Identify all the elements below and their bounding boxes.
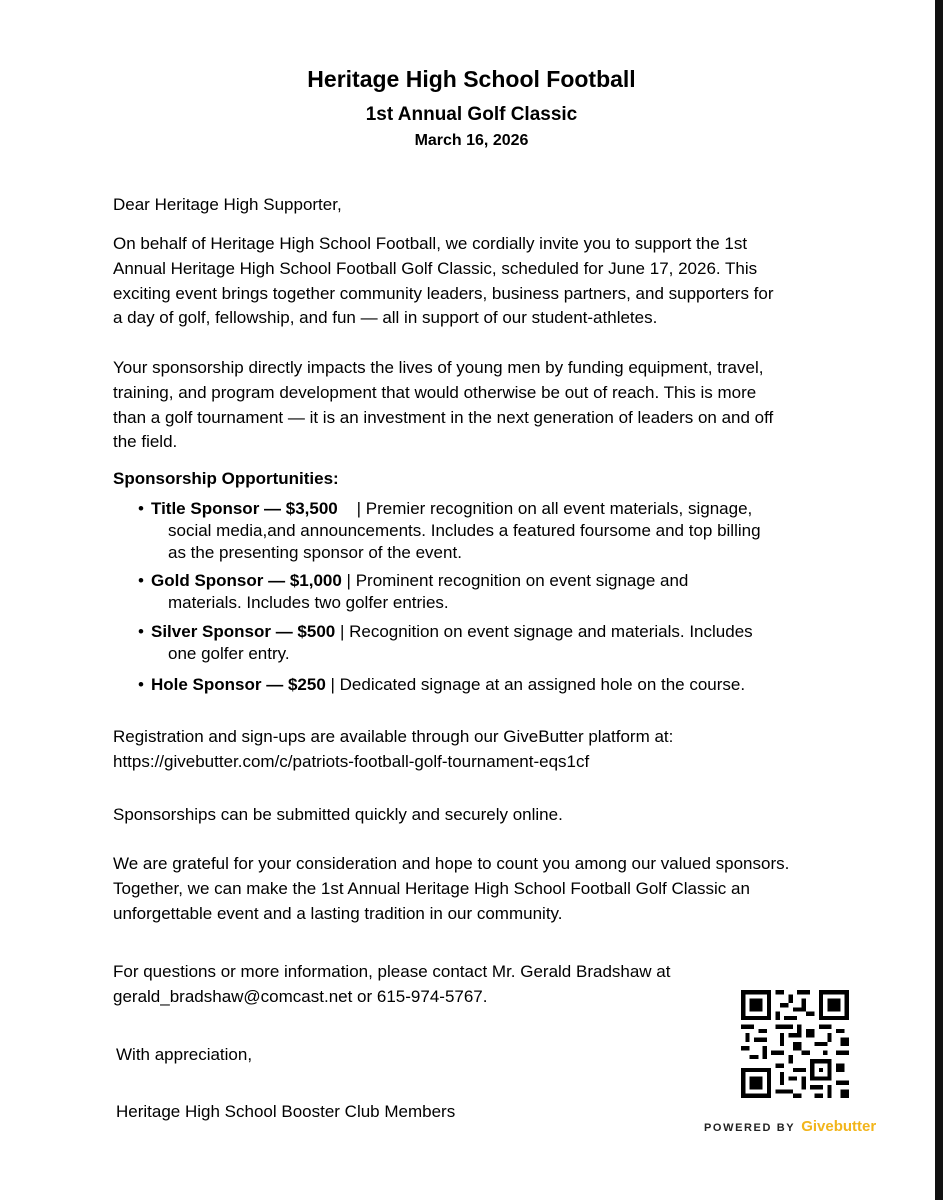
sponsor-item-silver: • Silver Sponsor — $500 | Recognition on event signage and materials. Includes one golfer entry. bbox=[138, 622, 753, 663]
paragraph-line: than a golf tournament — it is an investment in the next generation of leaders on and off bbox=[113, 407, 774, 427]
sponsor-level: Hole Sponsor — $250 bbox=[151, 675, 326, 694]
sponsor-description: one golfer entry. bbox=[168, 644, 290, 663]
letter-date: March 16, 2026 bbox=[414, 132, 529, 149]
impact-paragraph bbox=[113, 356, 773, 455]
sponsor-description: social media,and announcements. Includes a featured foursome and top billing bbox=[168, 521, 761, 540]
paragraph-line: exciting event brings together community leaders, business partners, and supporters for bbox=[113, 283, 774, 303]
page-edge bbox=[935, 0, 943, 1200]
powered-by-label: POWERED BY bbox=[704, 1122, 796, 1134]
letter-title: Heritage High School Football bbox=[307, 66, 636, 92]
paragraph-line: Your sponsorship directly impacts the lives of young men by funding equipment, travel, bbox=[113, 358, 764, 377]
sponsor-item-hole: • Hole Sponsor — $250 | Dedicated signage at an assigned hole on the course. bbox=[138, 675, 746, 694]
gratitude-paragraph bbox=[113, 852, 789, 926]
qr-code-icon[interactable] bbox=[741, 990, 849, 1098]
sponsor-level: Title Sponsor — $3,500 bbox=[151, 499, 338, 518]
paragraph-line: the field. bbox=[113, 432, 178, 452]
intro-paragraph bbox=[113, 232, 774, 331]
paragraph-line: Together, we can make the 1st Annual Heritage High School Football Golf Classic an bbox=[113, 878, 750, 898]
sponsor-item-title: • Title Sponsor — $3,500 | Premier recognition on all event materials, signage, social media,and announcements. Includes a featured foursome and top billing as the presenting sponsor of the event. bbox=[138, 499, 761, 562]
paragraph-line: On behalf of Heritage High School Football, we cordially invite you to support the 1st bbox=[113, 234, 748, 253]
online-note: Sponsorships can be submitted quickly and securely online. bbox=[113, 805, 563, 824]
event-subtitle: 1st Annual Golf Classic bbox=[365, 104, 578, 125]
paragraph-line: unforgettable event and a lasting tradition in our community. bbox=[113, 903, 563, 923]
registration-text: Registration and sign-ups are available through our GiveButter platform at: bbox=[113, 727, 674, 746]
givebutter-badge bbox=[704, 1118, 876, 1135]
contact-paragraph bbox=[113, 960, 670, 1010]
salutation: Dear Heritage High Supporter, bbox=[113, 195, 342, 214]
sponsor-description: | Dedicated signage at an assigned hole on the course. bbox=[325, 675, 746, 694]
sponsor-description: as the presenting sponsor of the event. bbox=[168, 543, 462, 562]
sponsor-description: | Premier recognition on all event materials, signage, bbox=[337, 499, 753, 518]
sponsorship-heading: Sponsorship Opportunities: bbox=[113, 469, 339, 488]
sponsor-description: materials. Includes two golfer entries. bbox=[168, 593, 449, 612]
givebutter-logo: Givebutter bbox=[801, 1118, 877, 1135]
paragraph-line: a day of golf, fellowship, and fun — all in support of our student-athletes. bbox=[113, 308, 658, 328]
sponsor-description: | Recognition on event signage and materials. Includes bbox=[335, 622, 753, 641]
paragraph-line: We are grateful for your consideration and hope to count you among our valued sponsors. bbox=[113, 854, 790, 873]
paragraph-line: Annual Heritage High School Football Golf Classic, scheduled for June 17, 2026. This bbox=[113, 258, 758, 278]
contact-line: For questions or more information, please contact Mr. Gerald Bradshaw at bbox=[113, 962, 671, 981]
signature: Heritage High School Booster Club Members bbox=[116, 1102, 456, 1121]
registration-link[interactable]: https://givebutter.com/c/patriots-football-golf-tournament-eqs1cf bbox=[113, 751, 590, 771]
closing: With appreciation, bbox=[116, 1045, 253, 1064]
sponsor-description: | Prominent recognition on event signage and bbox=[341, 571, 689, 590]
sponsor-level: Silver Sponsor — $500 bbox=[151, 622, 336, 641]
sponsor-item-gold: • Gold Sponsor — $1,000 | Prominent recognition on event signage and materials. Includes two golfer entries. bbox=[138, 571, 689, 612]
paragraph-line: training, and program development that would otherwise be out of reach. This is more bbox=[113, 382, 757, 402]
sponsor-level: Gold Sponsor — $1,000 bbox=[151, 571, 342, 590]
contact-line: gerald_bradshaw@comcast.net or 615-974-5767. bbox=[113, 986, 488, 1006]
registration-paragraph bbox=[113, 725, 673, 775]
